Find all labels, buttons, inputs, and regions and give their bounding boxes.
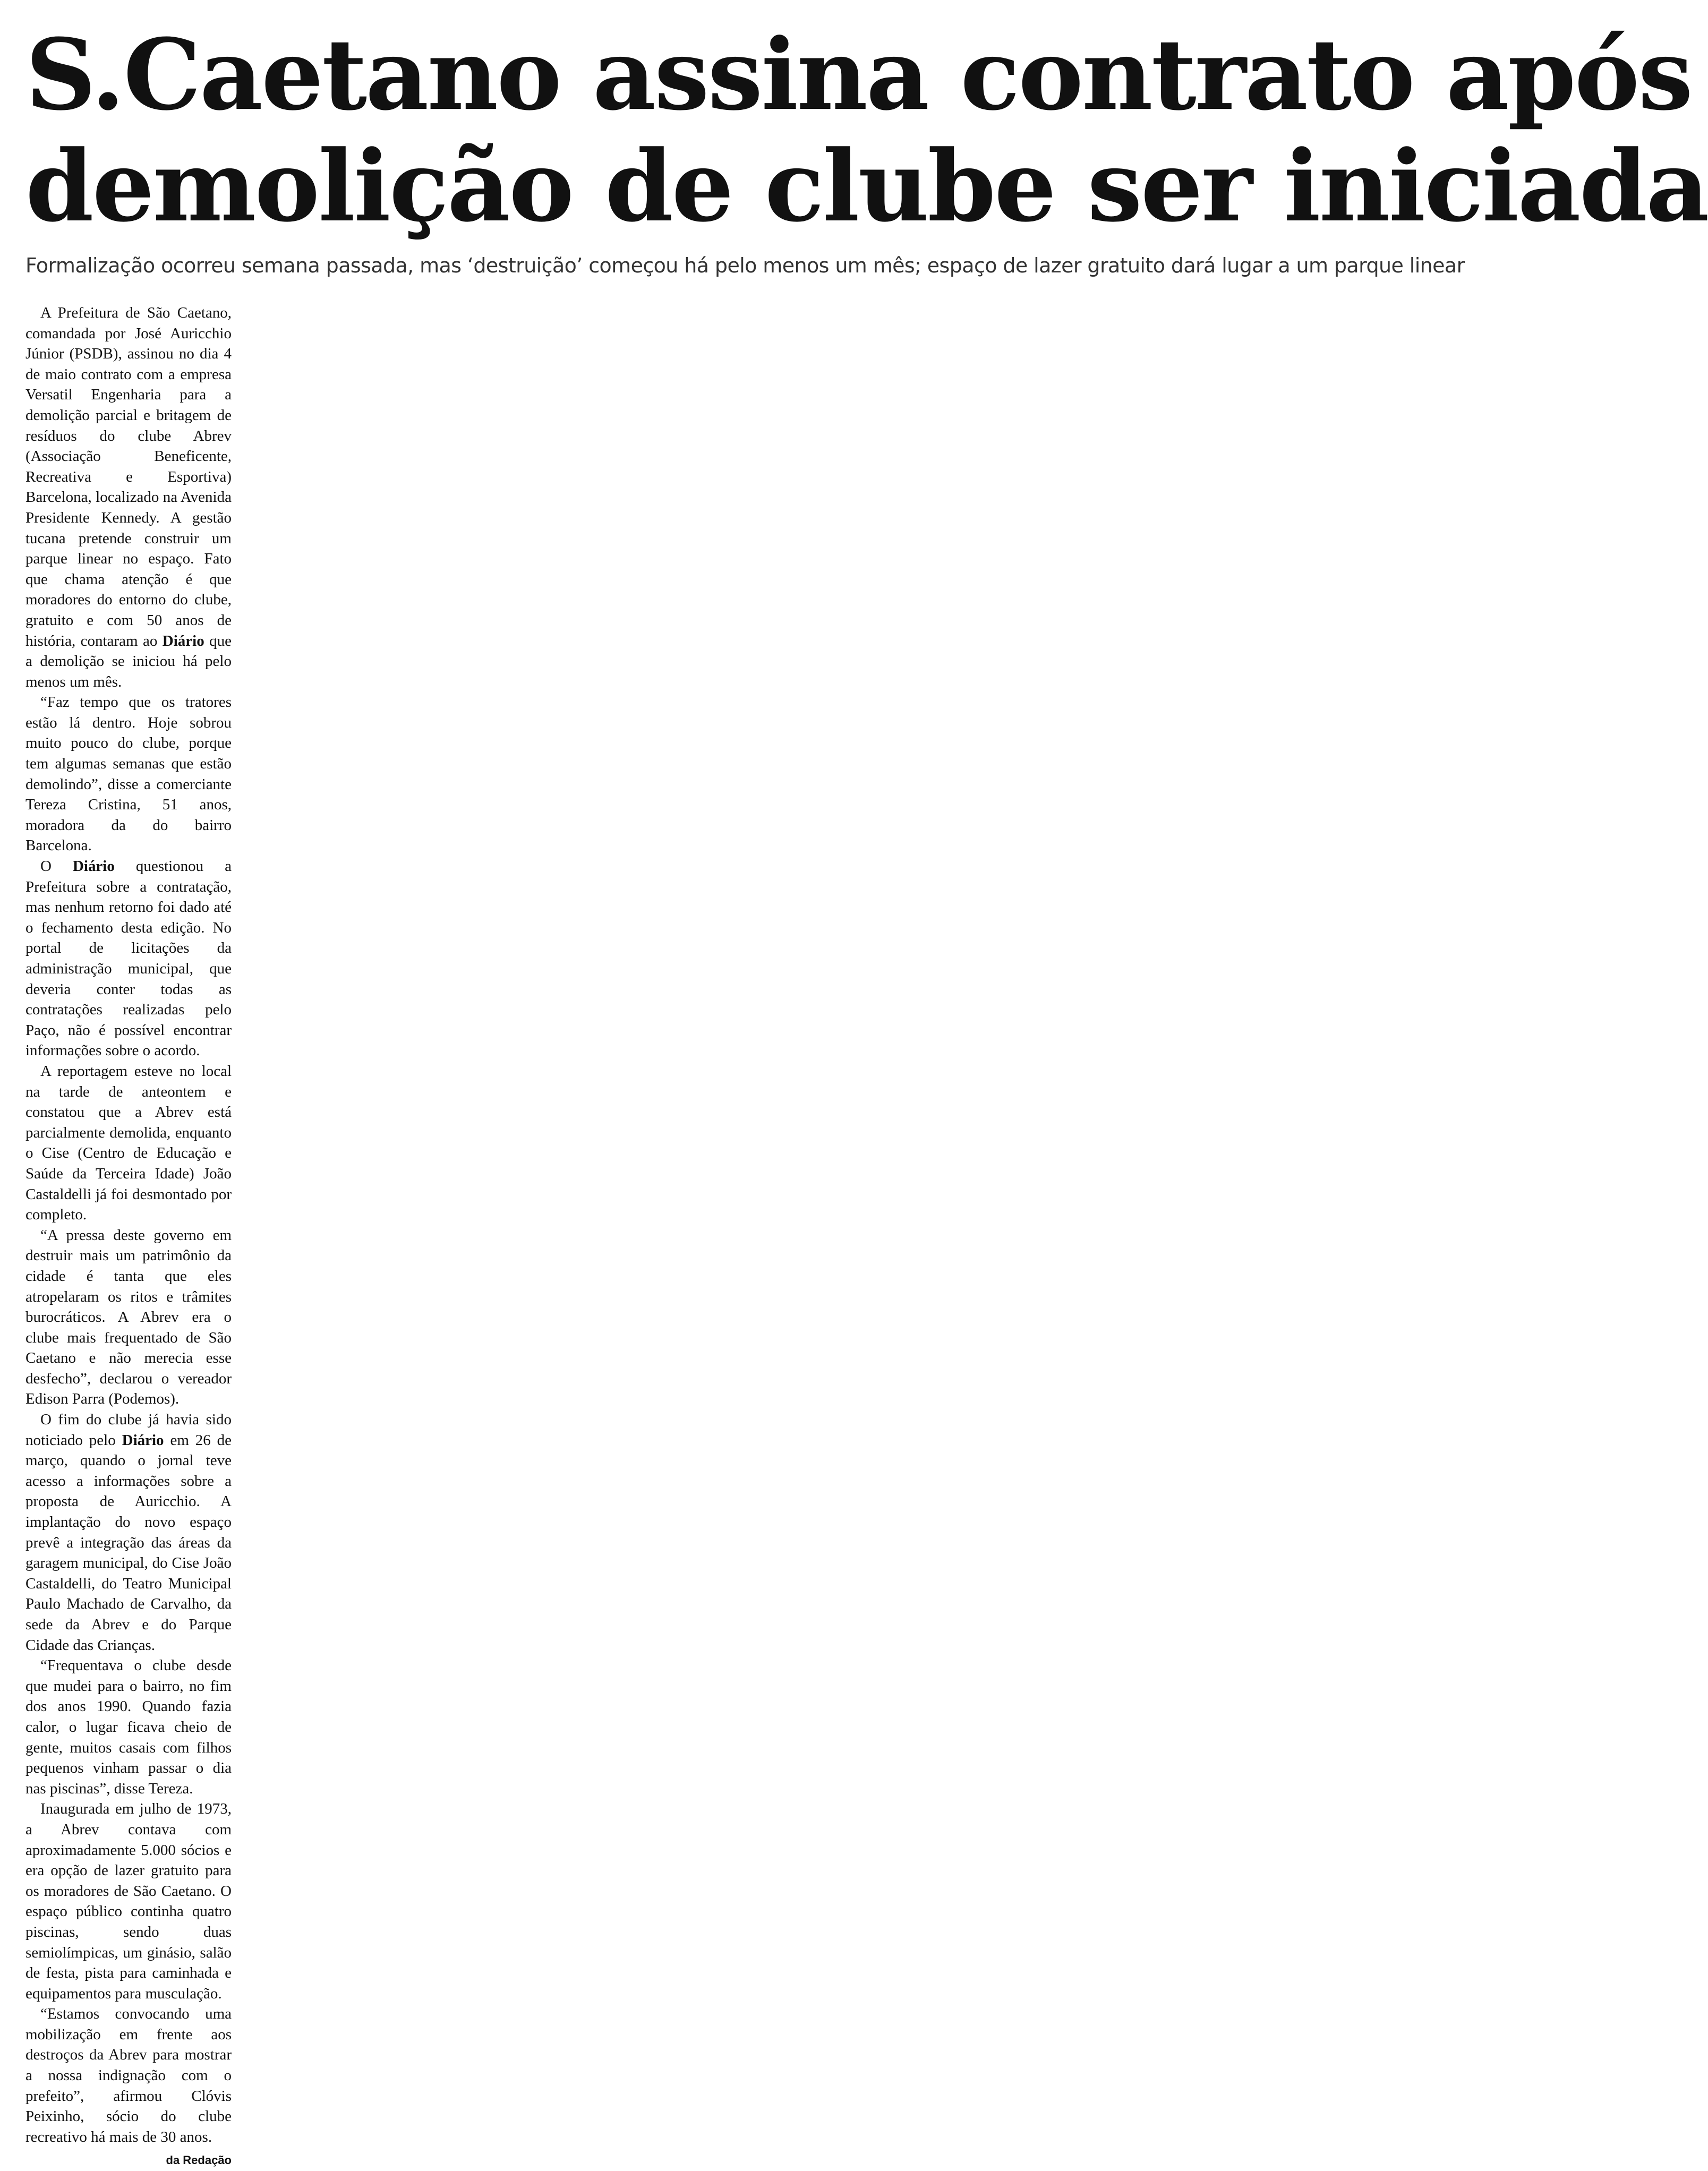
headline-line-2: demolição de clube ser iniciada (25, 129, 1708, 244)
newspaper-name: Diário (162, 632, 204, 649)
paragraph-text: O fim do clube já havia sido noticiado pelo (25, 1411, 232, 1449)
headline-line-1: S.Caetano assina contrato após (25, 18, 1692, 132)
paragraph-6 (25, 1409, 232, 1655)
paragraph-1 (25, 303, 232, 692)
paragraph-2: “Faz tempo que os tratores estão lá dentro. Hoje sobrou muito pouco do clube, porque tem algumas semanas que estão demolindo”, disse a comerciante Tereza Cristina, 51 anos, moradora da do bairro Barcelona. (25, 694, 232, 854)
paragraph-8: Inaugurada em julho de 1973, a Abrev contava com aproximadamente 5.000 sócios e era opção de lazer gratuito para os moradores de São Caetano. O espaço público continha quatro piscinas, sendo duas semiolímpicas, um ginásio, salão de festa, pista para caminhada e equipamentos para musculação. (25, 1800, 232, 2002)
author-credit: da Redação (166, 2153, 232, 2167)
paragraph-text: questionou a Prefeitura sobre a contratação, mas nenhum retorno foi dado até o fechamento desta edição. No portal de licitações da administração municipal, que deveria conter todas as contratações realizadas pelo Paço, não é possível encontrar informações sobre o acordo. (25, 858, 232, 1059)
article-body (25, 303, 232, 2171)
paragraph-3 (25, 856, 232, 1061)
newspaper-name: Diário (122, 1431, 164, 1449)
paragraph-text: O (40, 858, 52, 875)
headline (25, 18, 1708, 244)
paragraph-text: “Estamos convocando uma mobilização em frente aos destroços da Abrev para mostrar a nossa indignação com o prefeito”, afirmou Clóvis Peixinho, sócio do clube recreativo há mais de 30 anos. (25, 2005, 232, 2146)
paragraph-text: A Prefeitura de São Caetano, comandada por José Auricchio Júnior (PSDB), assinou no dia 4 de maio contrato com a empresa Versatil Engenharia para a demolição parcial e britagem de resíduos do clube Abrev (Associação Beneficente, Recreativa e Esportiva) Barcelona, localizado na Avenida Presidente Kennedy. A gestão tucana pretende construir um parque linear no espaço. Fato que chama atenção é que moradores do entorno do clube, gratuito e com 50 anos de história, contaram ao (25, 304, 232, 649)
paragraph-4: A reportagem esteve no local na tarde de anteontem e constatou que a Abrev está parcialmente demolida, enquanto o Cise (Centro de Educação e Saúde da Terceira Idade) João Castaldelli já foi desmontado por completo. (25, 1062, 232, 1224)
paragraph-5: “A pressa deste governo em destruir mais um patrimônio da cidade é tanta que eles atropelaram os ritos e trâmites burocráticos. A Abrev era o clube mais frequentado de São Caetano e não merecia esse desfecho”, declarou o vereador Edison Parra (Podemos). (25, 1226, 232, 1408)
paragraph-9 (25, 2004, 232, 2167)
subtitle: Formalização ocorreu semana passada, mas ‘destruição’ começou há pelo menos um mês; espaço de lazer gratuito dará lugar a um parque linear (25, 254, 1465, 277)
newspaper-name: Diário (72, 858, 115, 875)
paragraph-text: que a demolição se iniciou há pelo menos um mês. (25, 632, 232, 690)
paragraph-text: em 26 de março, quando o jornal teve acesso a informações sobre a proposta de Auricchio. A implantação do novo espaço prevê a integração das áreas da garagem municipal, do Cise João Castaldelli, do Teatro Municipal Paulo Machado de Carvalho, da sede da Abrev e do Parque Cidade das Crianças. (25, 1431, 232, 1654)
paragraph-7: “Frequentava o clube desde que mudei para o bairro, no fim dos anos 1990. Quando fazia calor, o lugar ficava cheio de gente, muitos casais com filhos pequenos vinham passar o dia nas piscinas”, disse Tereza. (25, 1657, 232, 1797)
